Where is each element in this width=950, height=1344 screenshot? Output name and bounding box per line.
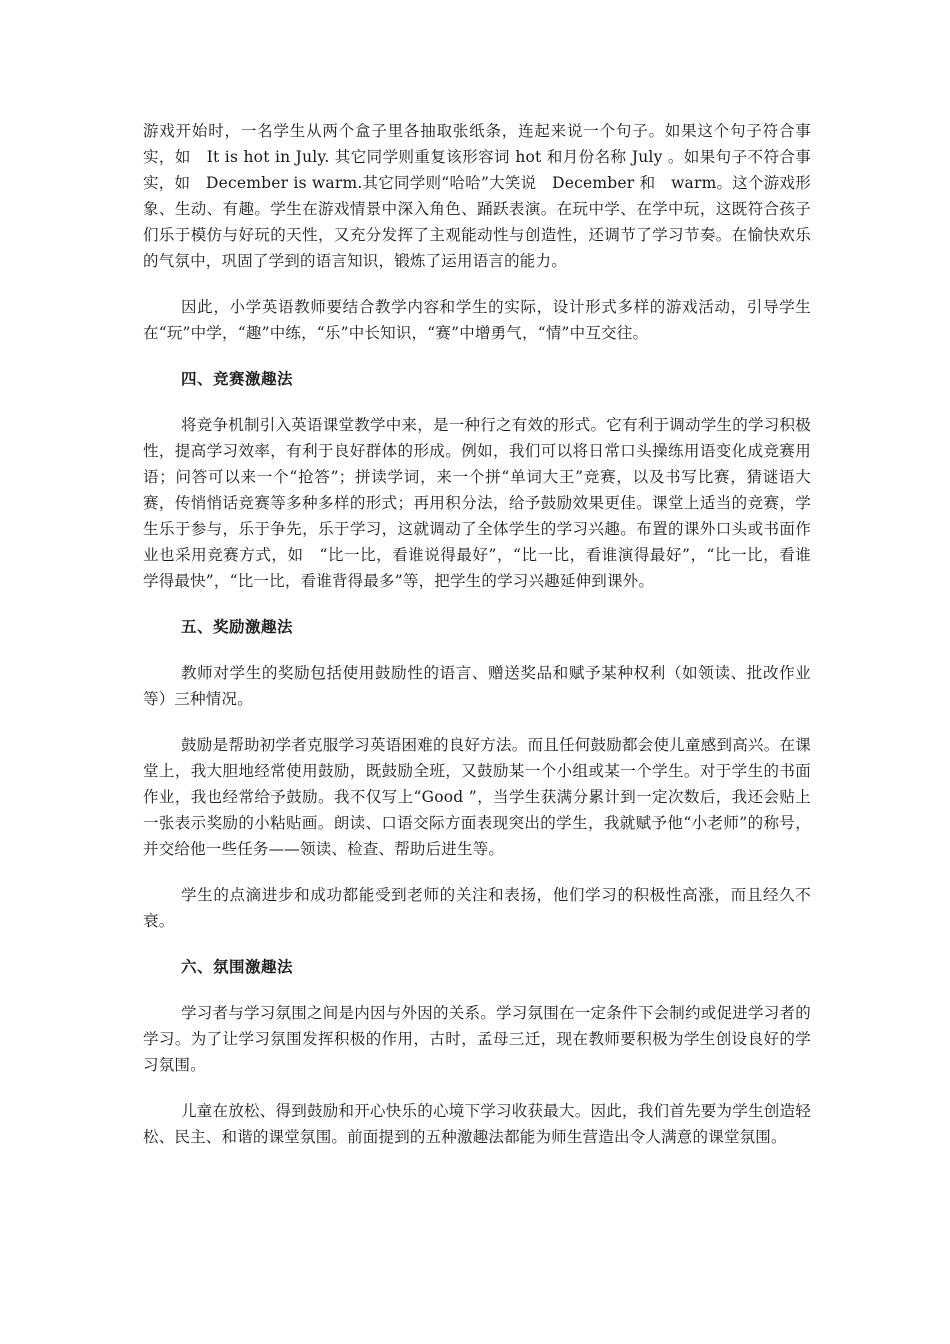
- paragraph-gap: [143, 392, 811, 412]
- paragraph-gap: [143, 346, 811, 366]
- paragraph-gap: [143, 1078, 811, 1098]
- paragraph-progress: 学生的点滴进步和成功都能受到老师的关注和表扬，他们学习的积极性高涨，而且经久不衰。: [143, 886, 811, 930]
- section-heading-atmosphere: 六、氛围激趣法: [181, 958, 294, 976]
- paragraph-gap: [143, 980, 811, 1000]
- paragraph-game-summary: 因此，小学英语教师要结合教学内容和学生的实际，设计形式多样的游戏活动，引导学生在“玩”中学，“趣”中练，“乐”中长知识，“赛”中增勇气，“情”中互交往。: [143, 298, 811, 342]
- document-body: [143, 118, 811, 1150]
- paragraph-gap: [143, 934, 811, 954]
- paragraph-encouragement: 鼓励是帮助初学者克服学习英语困难的良好方法。而且任何鼓励都会使儿童感到高兴。在课堂上，我大胆地经常使用鼓励，既鼓励全班，又鼓励某一个小组或某一个学生。对于学生的书面作业，我也经常给予鼓励。我不仅写上“Good ”，当学生获满分累计到一定次数后，我还会贴上一张表示奖励的小粘贴画。朗读、口语交际方面表现突出的学生，我就赋予他“小老师”的称号，并交给他一些任务——领读、检查、帮助后进生等。: [143, 736, 811, 858]
- paragraph-atmosphere-relation: 学习者与学习氛围之间是内因与外因的关系。学习氛围在一定条件下会制约或促进学习者的学习。为了让学习氛围发挥积极的作用，古时，孟母三迁，现在教师要积极为学生创设良好的学习氛围。: [143, 1004, 811, 1074]
- paragraph-gap: [143, 862, 811, 882]
- paragraph-gap: [143, 274, 811, 294]
- paragraph-reward-types: 教师对学生的奖励包括使用鼓励性的语言、赠送奖品和赋予某种权利（如领读、批改作业等）三种情况。: [143, 664, 811, 708]
- section-heading-reward: 五、奖励激趣法: [181, 618, 294, 636]
- paragraph-gap: [143, 712, 811, 732]
- paragraph-competition: 将竞争机制引入英语课堂教学中来，是一种行之有效的形式。它有利于调动学生的学习积极性，提高学习效率，有利于良好群体的形成。例如，我们可以将日常口头操练用语变化成竞赛用语；问答可以来一个“抢答”；拼读学词，来一个拼“单词大王”竞赛，以及书写比赛，猜谜语大赛，传悄悄话竞赛等多种多样的形式；再用积分法，给予鼓励效果更佳。课堂上适当的竞赛，学生乐于参与，乐于争先，乐于学习，这就调动了全体学生的学习兴趣。布置的课外口头或书面作业也采用竞赛方式，如 “比一比，看谁说得最好”，“比一比，看谁演得最好”，“比一比，看谁学得最快”，“比一比，看谁背得最多”等，把学生的学习兴趣延伸到课外。: [143, 416, 811, 590]
- paragraph-gap: [143, 640, 811, 660]
- paragraph-game-example: 游戏开始时，一名学生从两个盒子里各抽取张纸条，连起来说一个句子。如果这个句子符合事实，如 It is hot in July. 其它同学则重复该形容词 hot 和月份名称 July 。如果句子不符合事实，如 December is warm.其它同学则“哈哈”大笑说 December 和 warm。这个游戏形象、生动、有趣。学生在游戏情景中深入角色、踊跃表演。在玩中学、在学中玩，这既符合孩子们乐于模仿与好玩的天性，又充分发挥了主观能动性与创造性，还调节了学习节奏。在愉快欢乐的气氛中，巩固了学到的语言知识，锻炼了运用语言的能力。: [143, 122, 811, 270]
- paragraph-gap: [143, 594, 811, 614]
- paragraph-atmosphere-classroom: 儿童在放松、得到鼓励和开心快乐的心境下学习收获最大。因此，我们首先要为学生创造轻松、民主、和谐的课堂氛围。前面提到的五种激趣法都能为师生营造出令人满意的课堂氛围。: [143, 1102, 811, 1146]
- section-heading-competition: 四、竞赛激趣法: [181, 370, 294, 388]
